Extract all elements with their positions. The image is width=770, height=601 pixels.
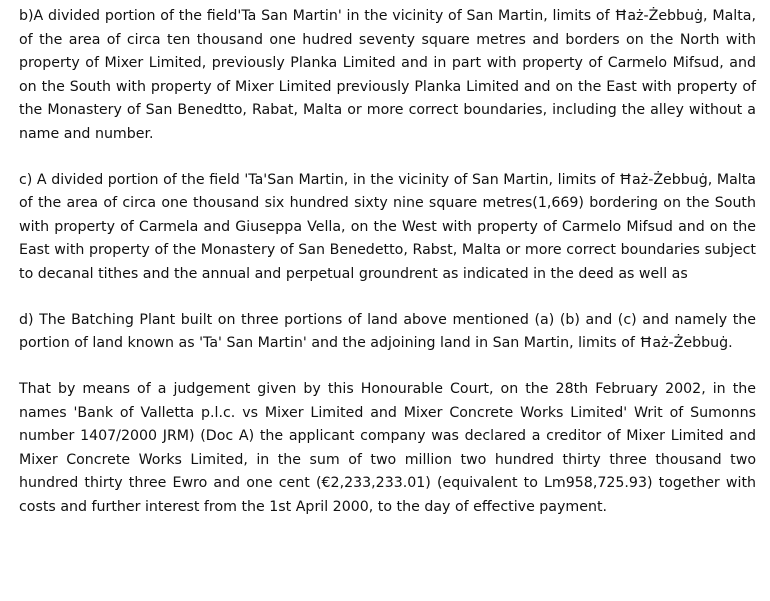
paragraph-d: d) The Batching Plant built on three portions of land above mentioned (a) (b) and (c) and namely the portion of land known as 'Ta' San Martin' and the adjoining land in San Martin, limits of Ħaż-Żebbuġ. bbox=[19, 311, 756, 351]
document-page bbox=[19, 5, 756, 542]
paragraph-c: c) A divided portion of the field 'Ta'San Martin, in the vicinity of San Martin, limits of Ħaż-Żebbuġ, Malta of the area of circa one thousand six hundred sixty nine square metres(1,669) bordering on the South with property of Carmela and Giuseppa Vella, on the West with property of Carmelo Mifsud and on the East with property of the Monastery of San Benedetto, Rabst, Malta or more correct boundaries subject to decanal tithes and the annual and perpetual groundrent as indicated in the deed as well as bbox=[19, 171, 756, 282]
paragraph-judgement: That by means of a judgement given by this Honourable Court, on the 28th February 2002, in the names 'Bank of Valletta p.l.c. vs Mixer Limited and Mixer Concrete Works Limited' Writ of Sumonns number 1407/2000 JRM) (Doc A) the applicant company was declared a creditor of Mixer Limited and Mixer Concrete Works Limited, in the sum of two million two hundred thirty three thousand two hundred thirty three Ewro and one cent (€2,233,233.01) (equivalent to Lm958,725.93) together with costs and further interest from the 1st April 2000, to the day of effective payment. bbox=[19, 381, 756, 515]
paragraph-b: b)A divided portion of the field'Ta San Martin' in the vicinity of San Martin, limits of Ħaż-Żebbuġ, Malta, of the area of circa ten thousand one hudred seventy square metres and borders on the North with property of Mixer Limited, previously Planka Limited and in part with property of Carmelo Mifsud, and on the South with property of Mixer Limited previously Planka Limited and on the East with property of the Monastery of San Benedtto, Rabat, Malta or more correct boundaries, including the alley without a name and number. bbox=[19, 8, 756, 142]
